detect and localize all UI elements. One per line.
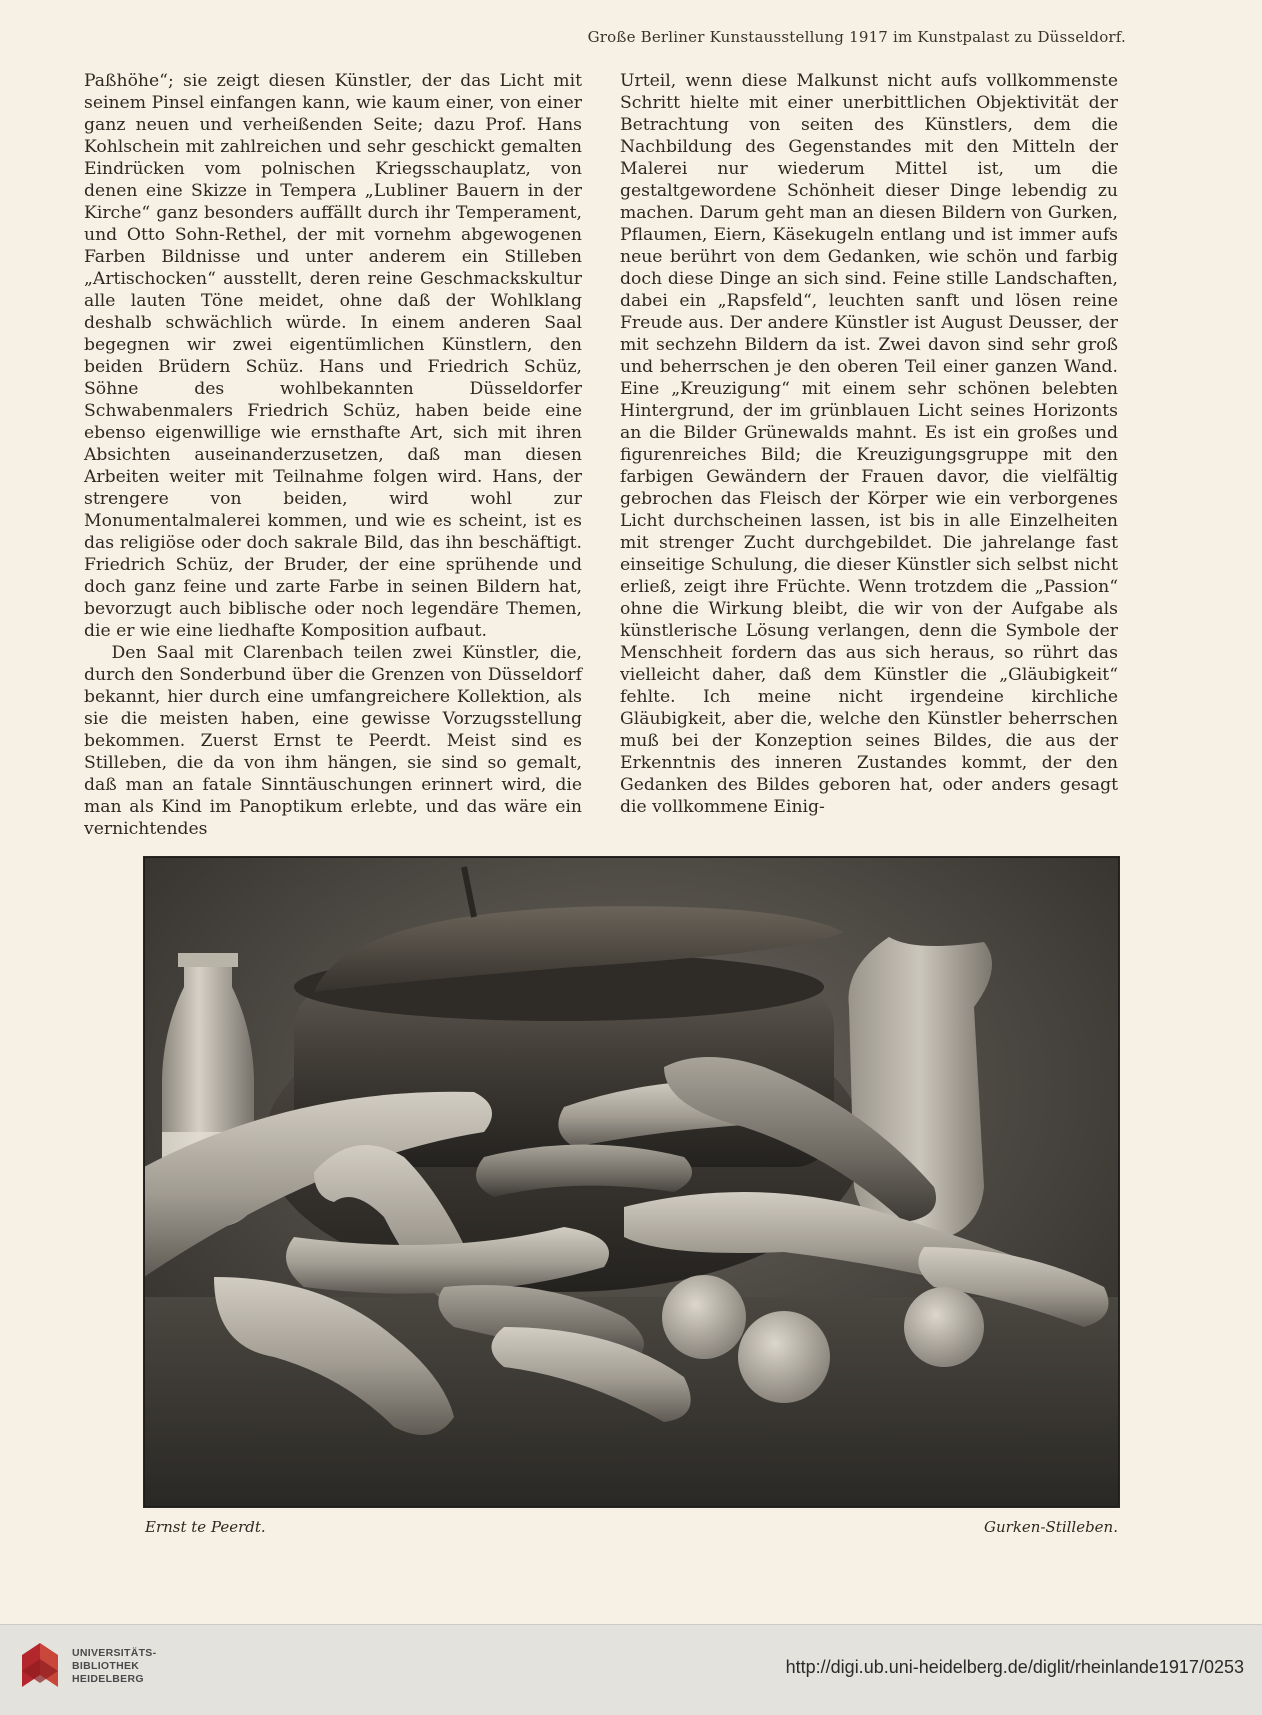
figure-caption-title: Gurken-Stilleben. bbox=[984, 1518, 1118, 1536]
still-life-photograph bbox=[143, 856, 1120, 1508]
paragraph: Paßhöhe“; sie zeigt diesen Künstler, der das Licht mit seinem Pinsel einfangen kann, wie kaum einer, von einer ganz neuen und verheißenden Seite; dazu Prof. Hans Kohlschein mit zahlreichen und sehr geschickt gemalten Eindrücken vom polnischen Kriegsschauplatz, von denen eine Skizze in Tempera „Lubliner Bauern in der Kirche“ ganz besonders auffällt durch ihr Temperament, und Otto Sohn-Rethel, der mit vornehm abgewogenen Farben Bildnisse und unter anderem ein Stilleben „Artischocken“ ausstellt, deren reine Geschmackskultur alle lauten Töne meidet, ohne daß der Wohlklang deshalb schwächlich würde. In einem anderen Saal begegnen wir zwei eigentümlichen Künstlern, den beiden Brüdern Schüz. Hans und Friedrich Schüz, Söhne des wohlbekannten Düsseldorfer Schwabenmalers Friedrich Schüz, haben beide eine ebenso eigenwillige wie ernsthafte Art, sich mit ihren Absichten auseinanderzusetzen, daß man diesen Arbeiten weiter mit Teilnahme folgen wird. Hans, der strengere von beiden, wird wohl zur Monumentalmalerei kommen, und wie es scheint, ist es das religiöse oder doch sakrale Bild, das ihn beschäftigt. Friedrich Schüz, der Bruder, der eine sprühende und doch ganz feine und zarte Farbe in seinen Bildern hat, bevorzugt auch biblische oder noch legendäre Themen, die er wie eine liedhafte Komposition aufbaut. bbox=[84, 71, 582, 641]
library-name bbox=[72, 1647, 192, 1686]
paragraph: Urteil, wenn diese Malkunst nicht aufs vollkommenste Schritt hielte mit einer unerbittlichen Objektivität der Betrachtung von seiten des Künstlers, dem die Nachbildung des Gegenstandes mit den Mitteln der Malerei nur wiederum Mittel ist, um die gestaltgewordene Schönheit dieser Dinge lebendig zu machen. Darum geht man an diesen Bildern von Gurken, Pflaumen, Eiern, Käsekugeln entlang und ist immer aufs neue berührt von dem Gedanken, wie schön und farbig doch diese Dinge an sich sind. Feine stille Landschaften, dabei ein „Rapsfeld“, leuchten sanft und lösen reine Freude aus. Der andere Künstler ist August Deusser, der mit sechzehn Bildern da ist. Zwei davon sind sehr groß und beherrschen je den oberen Teil einer ganzen Wand. Eine „Kreuzigung“ mit einem sehr schönen belebten Hintergrund, der im grünblauen Licht seines Horizonts an die Bilder Grünewalds mahnt. Es ist ein großes und figurenreiches Bild; die Kreuzigungsgruppe mit den farbigen Gewändern der Frauen davor, die vielfältig gebrochen das Fleisch der Körper wie ein verborgenes Licht durchscheinen lassen, ist bis in alle Einzelheiten mit strenger Zucht durchgebildet. Die jahrelange fast einseitige Schulung, die dieser Künstler sich selbst nicht erließ, zeigt ihre Früchte. Wenn trotzdem die „Passion“ ohne die Wirkung bleibt, die wir von der Aufgabe als künstlerische Lösung verlangen, denn die Symbole der Menschheit fordern das aus sich heraus, so rührt das vielleicht daher, daß dem Künstler die „Gläubigkeit“ fehlte. Ich meine nicht irgendeine kirchliche Gläubigkeit, aber die, welche den Künstler beherrschen muß bei der Konzeption seines Bildes, die aus der Erkenntnis des inneren Zustandes kommt, der den Gedanken des Bildes geboren hat, oder anders gesagt die vollkommene Einig- bbox=[620, 71, 1118, 817]
figure-caption-artist: Ernst te Peerdt. bbox=[145, 1518, 266, 1536]
text-column-left bbox=[84, 70, 582, 840]
library-name-line: HEIDELBERG bbox=[72, 1673, 144, 1685]
permalink-url[interactable]: http://digi.ub.uni-heidelberg.de/diglit/rheinlande1917/0253 bbox=[785, 1657, 1244, 1677]
paragraph: Den Saal mit Clarenbach teilen zwei Künstler, die, durch den Sonderbund über die Grenzen von Düsseldorf bekannt, hier durch eine umfangreichere Kollektion, als sie die meisten haben, eine gewisse Vorzugsstellung bekommen. Zuerst Ernst te Peerdt. Meist sind es Stilleben, die da von ihm hängen, sie sind so gemalt, daß man an fatale Sinntäuschungen erinnert wird, die man als Kind im Panoptikum erlebte, und das wäre ein vernichtendes bbox=[84, 643, 582, 839]
library-name-line: UNIVERSITÄTS- bbox=[72, 1647, 157, 1659]
library-name-line: BIBLIOTHEK bbox=[72, 1660, 140, 1672]
library-logo-icon bbox=[18, 1635, 62, 1705]
viewer-footer bbox=[0, 1624, 1262, 1715]
running-header: Große Berliner Kunstausstellung 1917 im Kunstpalast zu Düsseldorf. bbox=[587, 28, 1126, 46]
text-column-right bbox=[620, 70, 1118, 818]
